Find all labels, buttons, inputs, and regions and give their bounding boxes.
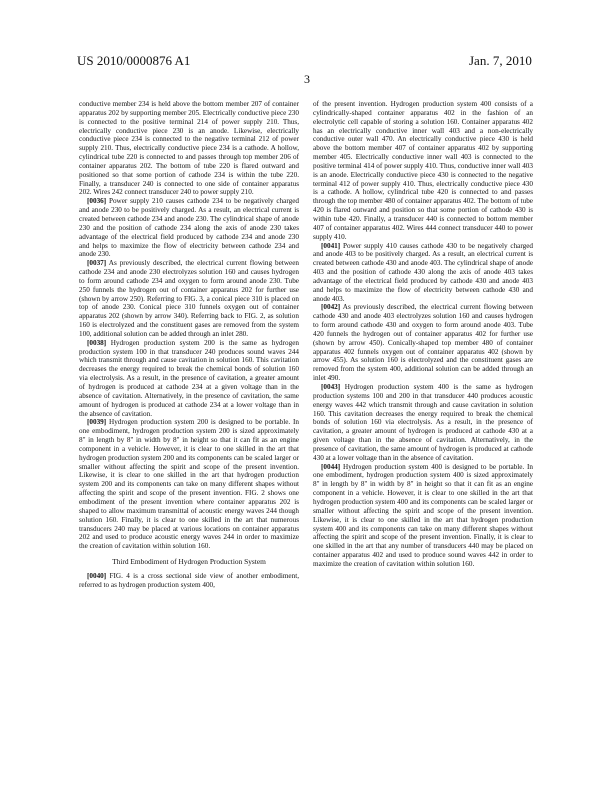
paragraph-text: As previously described, the electrical current flowing between cathode 430 and anode 403 electrolyzes solution 160 and causes hydrogen to form around cathode 430 and oxygen to form around anode 403. Tube 420 funnels the hydrogen out of container apparatus 402 for further use (shown by arrow 450). Conically-shaped top member 480 of container apparatus 402 funnels oxygen out of container apparatus 402 (shown by arrow 455). As solution 160 is electrolyzed and the constituent gases are removed from the system 400, additional solution can be added through an inlet 490. [313,303,533,383]
paragraph-0036 [79,197,299,259]
paragraph-number: [0042] [321,303,341,312]
paragraph-number: [0043] [321,383,341,391]
paragraph-number: [0040] [87,571,107,580]
left-column [79,100,299,590]
paragraph-0037 [79,259,299,339]
paragraph-0044 [313,463,533,569]
paragraph-text: Hydrogen production system 200 is designed to be portable. In one embodiment, hydrogen production system 200 is sized approximately 8" in length by 8" in width by 8" in height so that it can fit as an engine component in a vehicle. However, it is clear to one skilled in the art that hydrogen production system 200 and its components can be scaled larger or smaller without affecting the spirit and scope of the present invention. Likewise, it is clear to one skilled in the art that hydrogen production system 200 and its components can take on many different shapes without affecting the spirit and scope of the present invention. FIG. 2 shows one embodiment of the present invention where container apparatus 202 is shaped to allow maximum transmittal of acoustic energy waves 244 though solution 160. Finally, it is clear to one skilled in the art that numerous transducers 240 may be placed at various locations on container apparatus 202 and used to produce acoustic energy waves 244 in order to maximize the creation of cavitation within solution 160. [79,418,300,551]
paragraph-text: Hydrogen production system 200 is the same as hydrogen production system 100 in that transducer 240 produces sound waves 244 which transmit through and cause cavitation in solution 160. This cavitation decreases the energy required to break the chemical bonds of solution 160 via electrolysis. As a result, in the presence of cavitation, a greater amount of hydrogen is produced at cathode 234 at a given voltage than in the absence of cavitation. Alternatively, in the presence of cavitation, the same amount of hydrogen is produced at cathode 234 at a lower voltage than in the absence of cavitation. [79,338,300,418]
paragraph-text: Hydrogen production system 400 is designed to be portable. In one embodiment, hydrogen production system 400 is sized approximately 8" in length by 8" in width by 8" in height so that it can fit as an engine component in a vehicle. However, it is clear to one skilled in the art that hydrogen production system 400 and its components can be scaled larger or smaller without affecting the spirit and scope of the present invention. Likewise, it is clear to one skilled in the art that hydrogen production system 400 and its components can take on many different shapes without affecting the spirit and scope of the present invention. Finally, it is clear to one skilled in the art that any number of transducers 440 may be placed on container apparatus 402 and used to produce sound waves 442 in order to maximize the creation of cavitation within solution 160. [313,462,534,568]
paragraph-number: [0041] [321,241,341,250]
paragraph-0041 [313,242,533,304]
paragraph-number: [0037] [87,259,107,268]
paragraph-number: [0039] [87,418,107,427]
page-number: 3 [304,72,310,86]
paragraph-text: Power supply 210 causes cathode 234 to be negatively charged and anode 230 to be positively charged. As a result, an electrical current is created between cathode 234 and anode 230. The cylindrical shape of anode 230 and the position of cathode 234 along the axis of anode 230 takes advantage of the electrical field produced by cathode 234 and anode 230 and helps to maximize the flow of electricity between cathode 234 and anode 230. [79,197,300,259]
paragraph-text: As previously described, the electrical current flowing between cathode 234 and anode 230 electrolyzes solution 160 and causes hydrogen to form around cathode 234 and oxygen to form around anode 230. Tube 250 funnels the hydrogen out of container apparatus 202 for further use (shown by arrow 250). Referring to FIG. 3, a conical piece 310 is placed on top of anode 230. Conical piece 310 funnels oxygen out of container apparatus 202 (shown by arrow 340). Referring back to FIG. 2, as solution 160 is electrolyzed and the constituent gases are removed from the system 100, additional solution can be added through an inlet 280. [79,259,299,338]
publication-date: Jan. 7, 2010 [469,53,532,68]
paragraph-number: [0038] [87,338,107,347]
paragraph-text: FIG. 4 is a cross sectional side view of another embodiment, referred to as hydrogen production system 400, [79,571,299,589]
paragraph-number: [0036] [87,197,107,206]
publication-number: US 2010/0000876 A1 [77,53,191,68]
section-heading: Third Embodiment of Hydrogen Production System [112,557,266,567]
paragraph-0040 [79,572,299,590]
paragraph-0038 [79,339,299,419]
paragraph-0043 [313,383,533,463]
paragraph-number: [0044] [321,462,341,471]
paragraph-continued: of the present invention. Hydrogen production system 400 consists of a cylindrically-shaped container apparatus 402 in the fashion of an electrolytic cell capable of storing a solution 160. Container apparatus 402 has an electrically conductive inner wall 403 and a non-electrically conductive outer wall 470. An electrically conductive piece 430 is held above the bottom member 407 of container apparatus 402 by supporting member 405. Electrically conductive inner wall 403 is connected to the positive terminal 414 of power supply 410. Thus, conductive inner wall 403 is an anode. Electrically conductive piece 430 is connected to the negative terminal 412 of power supply 410. Thus, electrically conductive piece 430 is a cathode. A hollow, cylindrical tube 420 is connected to and passes through the top member 480 of container apparatus 402. The bottom of tube 420 is flared outward and position so that some portion of cathode 430 is within tube 420. Finally, a transducer 440 is connected to bottom member 407 of container apparatus 402. Wires 444 connect transducer 440 to power supply 410. [313,100,533,241]
paragraph-continued: conductive member 234 is held above the bottom member 207 of container apparatus 202 by supporting member 205. Electrically conductive piece 230 is connected to the positive terminal 214 of power supply 210. Thus, electrically conductive piece 230 is an anode. Likewise, electrically conductive piece 234 is connected to the negative terminal 212 of power supply 210. Thus, electrically conductive piece 234 is a cathode. A hollow, cylindrical tube 220 is connected to and passes through top member 206 of container apparatus 202. The bottom of tube 220 is flared outward and positioned so that some portion of cathode 234 is within the tube 220. Finally, a transducer 240 is connected to one side of container apparatus 202. Wires 242 connect transducer 240 to power supply 210. [79,100,299,197]
paragraph-0039 [79,418,299,551]
paragraph-text: Hydrogen production system 400 is the same as hydrogen production systems 100 and 200 in that transducer 440 produces acoustic energy waves 442 which transmit through and cause cavitation in solution 160. This cavitation decreases the energy required to break the chemical bonds of solution 160 via electrolysis. As a result, in the presence of cavitation, a greater amount of hydrogen is produced at cathode 430 at a given voltage than in the absence of cavitation. Alternatively, in the presence of cavitation, the same amount of hydrogen is produced at cathode 430 at a lower voltage than in the absence of cavitation. [313,383,534,462]
right-column [313,100,533,569]
paragraph-0042 [313,303,533,383]
paragraph-text: Power supply 410 causes cathode 430 to be negatively charged and anode 403 to be positively charged. As a result, an electrical current is created between cathode 430 and anode 403. The cylindrical shape of anode 403 and the position of cathode 430 along the axis of anode 403 takes advantage of the electrical field produced by cathode 430 and anode 403 and helps to maximize the flow of electricity between cathode 430 and anode 403. [313,241,534,303]
